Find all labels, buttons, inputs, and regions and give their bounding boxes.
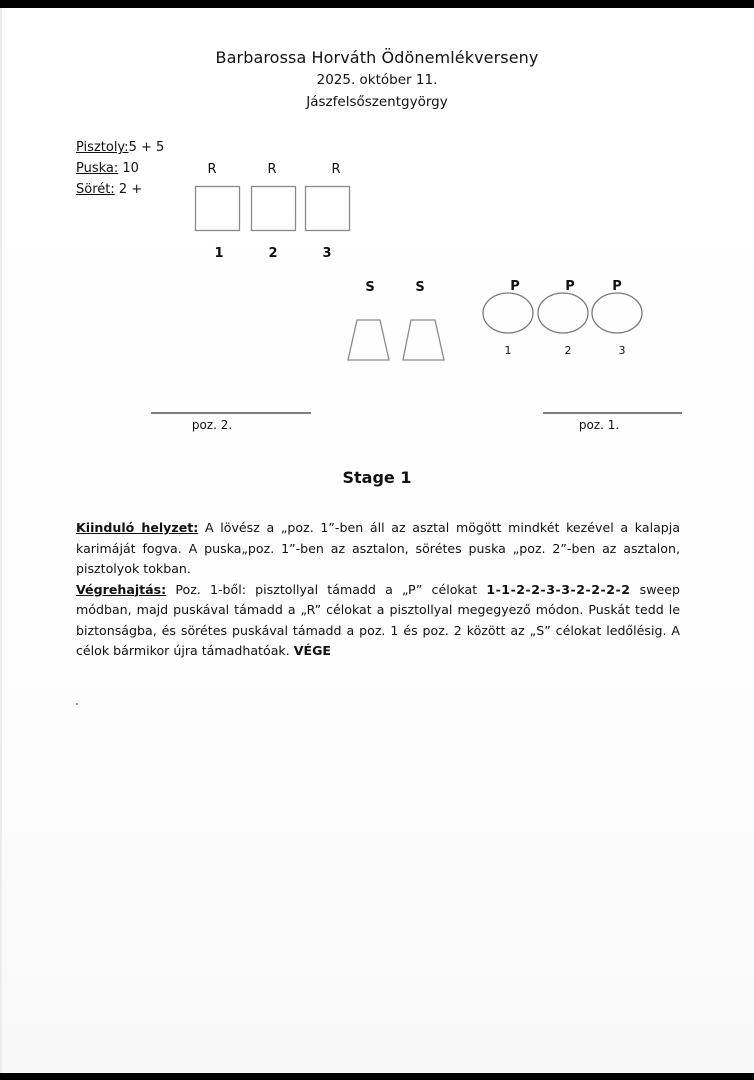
start-position-text: A lövész a „poz. 1”-ben áll az asztal mögött mindkét kezével a kalapja karimáját fogva. A puska„poz. 1”-ben az asztalon, sörétes puska „poz. 2”-ben az asztalon, pisztolyok tokban. [76, 520, 681, 576]
rifle-number-3: 3 [322, 246, 332, 261]
spec-shotgun-value: 2 + [114, 182, 143, 197]
scan-speck [76, 703, 78, 705]
spec-rifle-key: Puska: [76, 161, 119, 176]
start-position-paragraph [76, 518, 680, 580]
rifle-letter-1: R [207, 162, 217, 177]
spec-pistol [76, 140, 164, 156]
position-1-label: poz. 1. [578, 418, 620, 432]
shotgun-letter-1: S [365, 280, 375, 295]
shotgun-letter-2: S [415, 280, 425, 295]
spec-pistol-key: Pisztoly: [76, 140, 129, 155]
pistol-number-2: 2 [564, 344, 572, 357]
firing-sequence: 1-1-2-2-3-3-2-2-2-2 [486, 581, 631, 597]
spec-rifle-value: 10 [118, 161, 139, 176]
execution-text-after: sweep módban, majd puskával támadd a „R” célokat a pisztollyal megegyező módon. Puskát tedd le biztonságba, és sörétes puskával támadd a poz. 1 és poz. 2 között az „S” célokat ledőlésig. A célok bármikor újra támadhatóak. [76, 581, 680, 658]
pistol-number-1: 1 [504, 344, 512, 357]
rifle-letter-2: R [267, 162, 277, 177]
pistol-letter-3: P [612, 279, 622, 294]
execution-paragraph [76, 580, 680, 662]
execution-text-before: Poz. 1-ből: pisztollyal támadd a „P” célokat [166, 581, 487, 597]
spec-rifle [76, 161, 139, 177]
spec-pistol-value: 5 + 5 [128, 140, 165, 155]
end-marker: VÉGE [293, 643, 332, 658]
competition-location: Jászfelsőszentgyörgy [306, 94, 448, 110]
stage-title: Stage 1 [342, 468, 412, 487]
position-2-label: poz. 2. [191, 418, 233, 432]
pistol-letter-1: P [510, 279, 520, 294]
execution-heading: Végrehajtás: [76, 581, 167, 597]
spec-shotgun-key: Sörét: [76, 182, 115, 197]
spec-shotgun [76, 182, 142, 198]
pistol-letter-2: P [565, 279, 575, 294]
pistol-number-3: 3 [618, 344, 626, 357]
rifle-number-2: 2 [268, 246, 278, 261]
competition-date: 2025. október 11. [316, 72, 438, 88]
rifle-number-1: 1 [214, 246, 224, 261]
start-position-heading: Kiinduló helyzet: [76, 520, 199, 535]
rifle-letter-3: R [331, 162, 341, 177]
competition-title: Barbarossa Horváth Ödönemlékverseny [215, 48, 539, 67]
stage-description [76, 518, 680, 662]
